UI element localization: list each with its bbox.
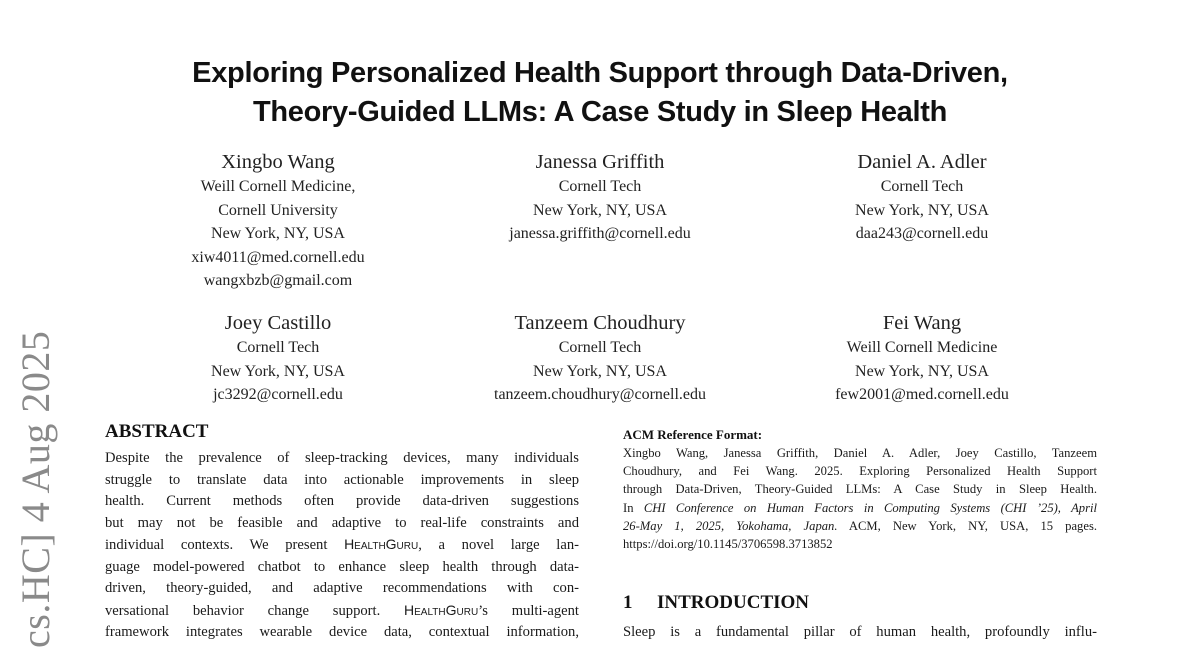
abstract-section	[105, 420, 579, 644]
author-block	[772, 149, 1072, 246]
author-email: few2001@med.cornell.edu	[835, 386, 1009, 403]
author-name: Joey Castillo	[224, 312, 332, 334]
author-name: Janessa Griffith	[535, 151, 665, 173]
author-location: New York, NY, USA	[855, 201, 989, 219]
author-email: xiw4011@med.cornell.edu	[191, 248, 365, 266]
author-affiliation: Weill Cornell Medicine	[846, 339, 998, 356]
section-number: 1	[623, 592, 633, 613]
reference-line: Choudhury, and Fei Wang. 2025. Exploring Personalized Health Support	[623, 464, 1097, 479]
section-title: INTRODUCTION	[657, 592, 810, 613]
author-location: New York, NY, USA	[855, 362, 989, 380]
author-location: New York, NY, USA	[211, 225, 345, 242]
system-name: HealthGuru	[404, 601, 479, 618]
reference-line: through Data-Driven, Theory-Guided LLMs: A Case Study in Sleep Health.	[623, 482, 1097, 497]
author-block	[772, 310, 1072, 407]
author-name: Tanzeem Choudhury	[514, 312, 686, 334]
abstract-line-text: individual contexts. We present	[105, 537, 345, 553]
arxiv-stamp: cs.HC] 4 Aug 2025	[13, 330, 58, 648]
author-name: Daniel A. Adler	[857, 151, 987, 173]
acm-reference-section	[623, 426, 1097, 553]
abstract-line: Despite the prevalence of sleep-tracking devices, many individuals	[105, 450, 579, 466]
author-affiliation: Cornell Tech	[558, 178, 642, 195]
author-name: Xingbo Wang	[221, 151, 335, 173]
paper-title	[0, 54, 1200, 132]
author-email: daa243@cornell.edu	[855, 225, 989, 242]
introduction-heading	[623, 592, 809, 614]
abstract-text	[105, 448, 579, 644]
introduction-text: Sleep is a fundamental pillar of human health, profoundly influ-	[623, 624, 1097, 640]
abstract-heading: ABSTRACT	[105, 421, 209, 442]
author-location: New York, NY, USA	[533, 201, 667, 219]
abstract-line: driven, theory-guided, and adaptive recommendations with con-	[105, 580, 579, 596]
author-affiliation: Cornell Tech	[880, 178, 964, 195]
venue-date-location: 26-May 1, 2025, Yokohama, Japan.	[623, 518, 838, 533]
abstract-line	[105, 534, 579, 557]
title-line-2: Theory-Guided LLMs: A Case Study in Sleep Health	[252, 96, 948, 128]
abstract-line: struggle to translate data into actionable improvements in sleep	[105, 471, 579, 488]
reference-text: In	[623, 500, 644, 515]
author-email: wangxbzb@gmail.com	[203, 272, 353, 289]
reference-line	[623, 517, 1097, 535]
abstract-line	[105, 600, 579, 623]
venue-name: CHI Conference on Human Factors in Computing Systems (CHI ’25), April	[643, 500, 1097, 515]
abstract-line-text: versational behavior change support.	[105, 602, 405, 619]
abstract-line: guage model-powered chatbot to enhance sleep health through data-	[105, 558, 579, 575]
doi-link[interactable]: https://doi.org/10.1145/3706598.3713852	[623, 537, 833, 552]
author-block	[128, 310, 428, 407]
author-name: Fei Wang	[882, 312, 962, 334]
author-affiliation: Cornell Tech	[236, 339, 320, 356]
author-affiliation: Cornell Tech	[558, 339, 642, 356]
author-block	[450, 149, 750, 246]
author-affiliation: Cornell University	[218, 201, 338, 219]
abstract-line-text: , a novel large lan-	[418, 537, 579, 553]
reference-line	[623, 499, 1097, 517]
author-block	[450, 310, 750, 407]
reference-text: ACM, New York, NY, USA, 15 pages.	[837, 518, 1097, 533]
author-location: New York, NY, USA	[533, 362, 667, 380]
author-email: tanzeem.choudhury@cornell.edu	[494, 386, 706, 403]
abstract-line-text: ’s multi-agent	[478, 602, 579, 619]
reference-line: Xingbo Wang, Janessa Griffith, Daniel A. Adler, Joey Castillo, Tanzeem	[623, 446, 1097, 460]
author-block	[128, 149, 428, 293]
acm-reference-text	[623, 444, 1097, 553]
author-location: New York, NY, USA	[211, 362, 345, 380]
title-line-1: Exploring Personalized Health Support through Data-Driven,	[192, 57, 1008, 89]
author-email: jc3292@cornell.edu	[213, 386, 343, 403]
abstract-line: framework integrates wearable device data, contextual information,	[105, 624, 579, 640]
acm-reference-heading: ACM Reference Format:	[623, 427, 763, 442]
abstract-line: but may not be feasible and adaptive to real-life constraints and	[105, 514, 579, 531]
system-name: HealthGuru	[344, 536, 419, 552]
abstract-line: health. Current methods often provide data-driven suggestions	[105, 493, 579, 509]
author-affiliation: Weill Cornell Medicine,	[200, 178, 356, 195]
author-email: janessa.griffith@cornell.edu	[509, 225, 691, 242]
